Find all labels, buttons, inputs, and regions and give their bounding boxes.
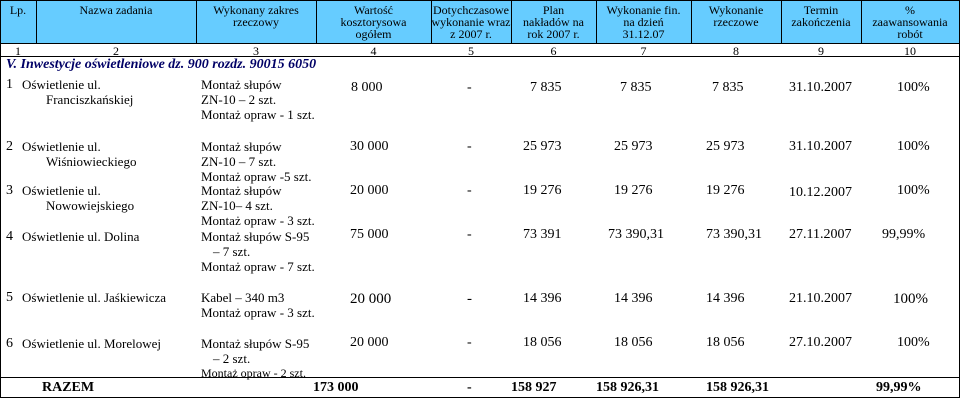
row-prior: - [467, 139, 472, 154]
row-financial: 19 276 [614, 183, 653, 198]
row-financial: 18 056 [614, 335, 653, 350]
row-value: 20 000 [350, 291, 392, 307]
row-material: 14 396 [706, 291, 745, 306]
row-material: 25 973 [706, 139, 745, 154]
row-percent: 100% [893, 291, 928, 307]
row-name: Oświetlenie ul. [22, 139, 101, 154]
column-number: 6 [550, 44, 557, 58]
header-plan: Plan nakładów na rok 2007 r. [523, 3, 584, 41]
row-value: 20 000 [350, 183, 389, 198]
row-scope: Montaż słupów [201, 183, 282, 198]
row-date: 31.10.2007 [789, 80, 852, 95]
row-scope: Montaż słupów S-95 [201, 336, 310, 351]
row-scope: Montaż słupów [201, 77, 282, 92]
header-rule [0, 43, 960, 44]
row-name: Oświetlenie ul. Morelowej [22, 336, 161, 351]
section-title: V. Inwestycje oświetleniowe dz. 900 rozdz. 90015 6050 [6, 57, 317, 72]
row-name: Oświetlenie ul. [22, 77, 101, 92]
row-material: 73 390,31 [706, 227, 762, 242]
header-estimate: Wartość kosztorysowa ogółem [340, 3, 407, 41]
row-scope: Kabel – 340 m3 [201, 290, 285, 305]
table-border [0, 397, 960, 398]
row-value: 20 000 [350, 335, 389, 350]
row-prior: - [467, 335, 472, 350]
row-name: Oświetlenie ul. Jaśkiewicza [22, 290, 167, 305]
row-percent: 100% [897, 183, 930, 198]
row-date: 27.11.2007 [789, 227, 852, 242]
row-scope: Montaż opraw - 7 szt. [201, 259, 315, 274]
column-number: 4 [370, 44, 377, 58]
row-name: Oświetlenie ul. Dolina [22, 229, 140, 244]
row-prior: - [467, 80, 472, 95]
row-lp: 2 [6, 139, 13, 154]
row-plan: 14 396 [523, 291, 562, 306]
column-number: 8 [733, 44, 739, 58]
row-plan: 7 835 [530, 80, 562, 95]
column-number: 2 [113, 44, 119, 58]
row-scope: Montaż opraw - 1 szt. [201, 107, 315, 122]
header-deadline: Termin zakończenia [791, 3, 851, 29]
header-lp: Lp. [9, 3, 27, 17]
total-value: 173 000 [313, 380, 359, 395]
row-date: 27.10.2007 [789, 335, 852, 350]
row-material: 18 056 [706, 335, 745, 350]
total-rule [0, 377, 960, 378]
row-percent: 100% [897, 335, 930, 350]
column-number: 10 [904, 44, 916, 58]
row-date: 10.12.2007 [789, 185, 852, 200]
row-scope: Montaż opraw - 3 szt. [201, 213, 315, 228]
row-financial: 73 390,31 [608, 227, 664, 242]
row-lp: 6 [6, 336, 13, 351]
row-lp: 4 [6, 229, 13, 244]
header-scope: Wykonany zakres rzeczowy [213, 3, 299, 29]
total-plan: 158 927 [511, 380, 557, 395]
header-material: Wykonanie rzeczowe [708, 3, 764, 29]
row-material: 19 276 [706, 183, 745, 198]
row-plan: 25 973 [523, 139, 562, 154]
row-value: 8 000 [351, 80, 383, 95]
row-prior: - [467, 183, 472, 198]
column-number: 3 [253, 44, 259, 58]
row-percent: 100% [897, 139, 930, 154]
row-scope: Montaż słupów S-95 [201, 229, 310, 244]
row-scope: Montaż opraw - 3 szt. [201, 305, 315, 320]
row-lp: 5 [6, 290, 13, 305]
total-percent: 99,99% [876, 380, 922, 395]
row-prior: - [467, 291, 472, 307]
header-prior: Dotychczasowe wykonanie wraz z 2007 r. [431, 3, 511, 41]
row-material: 7 835 [712, 80, 744, 95]
row-lp: 3 [6, 183, 13, 198]
column-number: 7 [640, 44, 647, 58]
row-financial: 7 835 [620, 80, 652, 95]
row-scope: – 7 szt. [213, 244, 251, 259]
row-percent: 100% [897, 80, 930, 95]
total-label: RAZEM [42, 380, 95, 395]
row-scope: – 2 szt. [213, 351, 251, 366]
header-progress: % zaawansowania robót [872, 3, 948, 41]
column-number: 9 [818, 44, 824, 58]
row-date: 21.10.2007 [789, 291, 852, 306]
row-plan: 73 391 [523, 227, 562, 242]
row-plan: 19 276 [523, 183, 562, 198]
row-value: 75 000 [350, 227, 389, 242]
row-name: Franciszkańskiej [46, 92, 134, 107]
row-name: Nowowiejskiego [46, 198, 135, 213]
row-financial: 14 396 [614, 291, 653, 306]
row-financial: 25 973 [614, 139, 653, 154]
header-financial: Wykonanie fin. na dzień 31.12.07 [606, 3, 681, 41]
row-percent: 99,99% [882, 227, 926, 242]
table-border [0, 0, 960, 1]
row-prior: - [467, 227, 472, 242]
row-name: Oświetlenie ul. [22, 183, 101, 198]
row-name: Wiśniowieckiego [46, 154, 137, 169]
row-scope: ZN-10 – 2 szt. [201, 92, 277, 107]
row-scope: Montaż opraw -5 szt. [201, 169, 312, 184]
column-number: 1 [15, 44, 21, 58]
row-scope: Montaż słupów [201, 139, 282, 154]
total-material: 158 926,31 [706, 380, 769, 395]
row-scope: Montaż opraw - 2 szt. [201, 366, 306, 380]
row-scope: ZN-10– 4 szt. [201, 198, 273, 213]
row-lp: 1 [6, 77, 13, 92]
column-number: 5 [468, 44, 474, 58]
total-financial: 158 926,31 [596, 380, 659, 395]
row-date: 31.10.2007 [789, 139, 852, 154]
header-task-name: Nazwa zadania [79, 3, 153, 17]
total-prior: - [467, 380, 472, 395]
row-value: 30 000 [350, 139, 389, 154]
row-plan: 18 056 [523, 335, 562, 350]
row-scope: ZN-10 – 7 szt. [201, 154, 277, 169]
